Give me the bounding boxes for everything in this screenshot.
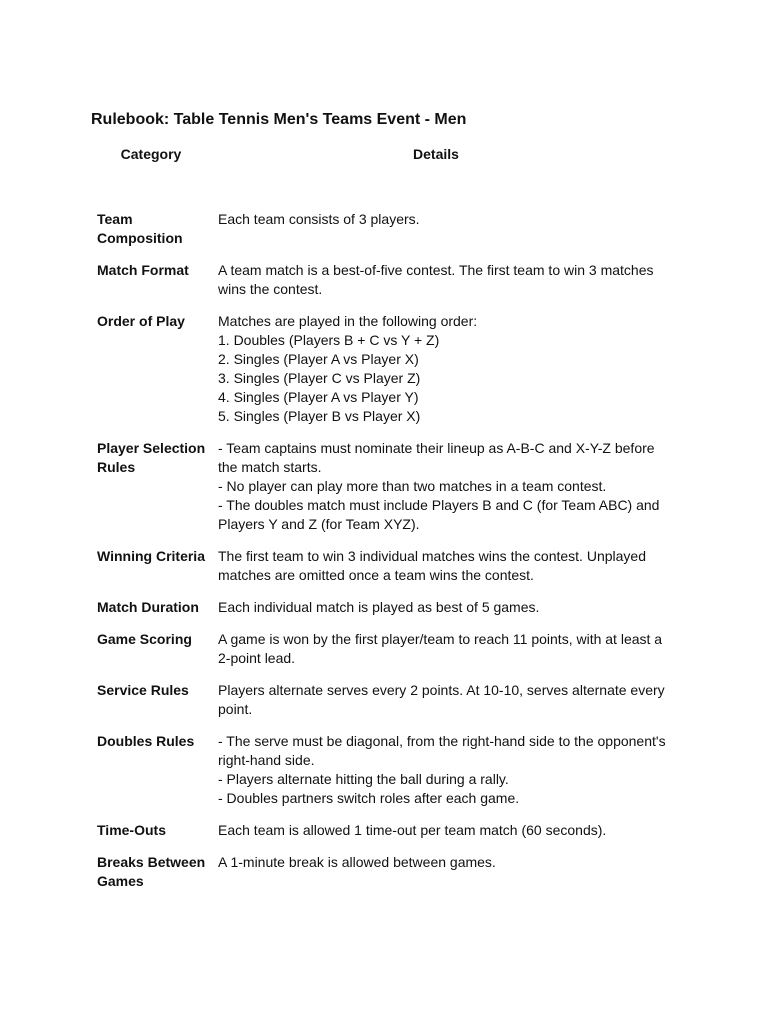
row-details xyxy=(218,681,667,719)
row-category: Team Composition xyxy=(97,211,183,246)
detail-line: Each individual match is played as best of 5 games. xyxy=(218,599,540,615)
table-row xyxy=(97,598,667,617)
row-details xyxy=(218,312,667,426)
detail-line: Matches are played in the following order: xyxy=(218,313,478,329)
row-category: Time-Outs xyxy=(97,822,166,838)
row-details xyxy=(218,261,667,299)
row-category: Player Selection Rules xyxy=(97,440,206,475)
row-category: Match Duration xyxy=(97,599,199,615)
row-category: Game Scoring xyxy=(97,631,192,647)
row-details xyxy=(218,630,667,668)
table-row xyxy=(97,630,667,668)
row-category: Order of Play xyxy=(97,313,185,329)
row-details xyxy=(218,732,667,808)
detail-line: - Team captains must nominate their lineup as A-B-C and X-Y-Z before the match starts. xyxy=(218,440,655,475)
detail-line: Each team is allowed 1 time-out per team match (60 seconds). xyxy=(218,822,607,838)
detail-line: 3. Singles (Player C vs Player Z) xyxy=(218,370,421,386)
category-column-header: Category xyxy=(120,146,182,162)
row-details xyxy=(218,821,667,840)
detail-line: 4. Singles (Player A vs Player Y) xyxy=(218,389,419,405)
row-category: Match Format xyxy=(97,262,189,278)
detail-line: 1. Doubles (Players B + C vs Y + Z) xyxy=(218,332,440,348)
detail-line: A 1-minute break is allowed between games. xyxy=(218,854,496,870)
rules-table xyxy=(97,210,667,904)
row-details xyxy=(218,439,667,534)
detail-line: Each team consists of 3 players. xyxy=(218,211,420,227)
table-row xyxy=(97,853,667,891)
row-details xyxy=(218,210,667,248)
detail-line: A team match is a best-of-five contest. The first team to win 3 matches wins the contest. xyxy=(218,262,654,297)
details-column-header: Details xyxy=(413,146,459,162)
row-category: Service Rules xyxy=(97,682,189,698)
row-category: Breaks Between Games xyxy=(97,854,206,889)
detail-line: - The doubles match must include Players B and C (for Team ABC) and Players Y and Z (for Team XYZ). xyxy=(218,497,660,532)
row-details xyxy=(218,598,667,617)
table-row xyxy=(97,210,667,248)
row-category: Winning Criteria xyxy=(97,548,205,564)
row-details xyxy=(218,853,667,891)
detail-line: - The serve must be diagonal, from the right-hand side to the opponent's right-hand side. xyxy=(218,733,666,768)
detail-line: - Players alternate hitting the ball during a rally. xyxy=(218,771,509,787)
table-row xyxy=(97,312,667,426)
detail-line: 2. Singles (Player A vs Player X) xyxy=(218,351,419,367)
detail-line: 5. Singles (Player B vs Player X) xyxy=(218,408,421,424)
table-row xyxy=(97,261,667,299)
table-row xyxy=(97,681,667,719)
table-row xyxy=(97,821,667,840)
detail-line: The first team to win 3 individual matches wins the contest. Unplayed matches are omitted once a team wins the contest. xyxy=(218,548,646,583)
detail-line: - Doubles partners switch roles after each game. xyxy=(218,790,520,806)
table-row xyxy=(97,732,667,808)
table-row xyxy=(97,439,667,534)
detail-line: - No player can play more than two matches in a team contest. xyxy=(218,478,607,494)
table-row xyxy=(97,547,667,585)
document-title: Rulebook: Table Tennis Men's Teams Event - Men xyxy=(91,111,467,128)
row-details xyxy=(218,547,667,585)
detail-line: A game is won by the first player/team to reach 11 points, with at least a 2-point lead. xyxy=(218,631,663,666)
detail-line: Players alternate serves every 2 points. At 10-10, serves alternate every point. xyxy=(218,682,665,717)
row-category: Doubles Rules xyxy=(97,733,195,749)
